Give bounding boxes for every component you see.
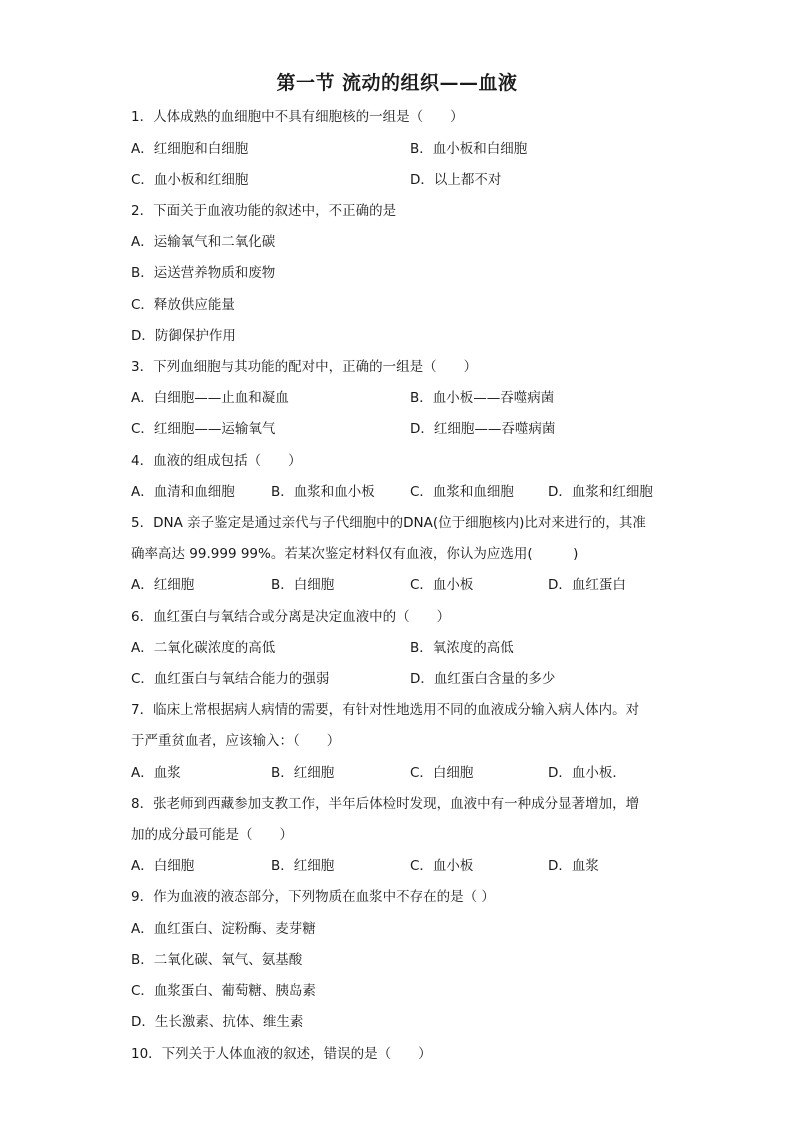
question-8-stem-line-2: 加的成分最可能是（ ） (131, 827, 293, 843)
question-9-option-d: D．生长激素、抗体、维生素 (131, 1014, 304, 1030)
question-9-option-a: A．血红蛋白、淀粉酶、麦芽糖 (131, 921, 316, 937)
question-2-option-b: B．运送营养物质和废物 (131, 265, 276, 281)
question-7-stem-line-2: 于严重贫血者，应该输入：（ ） (131, 733, 341, 749)
question-7-option-b: B．红细胞 (271, 765, 335, 781)
question-5-option-a: A．红细胞 (131, 577, 195, 593)
question-8-option-d: D．血浆 (548, 858, 599, 874)
question-7-stem-line-1: 7．临床上常根据病人病情的需要，有针对性地选用不同的血液成分输入病人体内。对 (131, 702, 640, 718)
page-title: 第一节 流动的组织——血液 (276, 72, 518, 94)
question-7-option-c: C．白细胞 (410, 765, 474, 781)
question-2-stem: 2．下面关于血液功能的叙述中，不正确的是 (131, 203, 397, 219)
question-3-option-b: B．血小板——吞噬病菌 (410, 390, 555, 406)
question-4-option-b: B．血浆和血小板 (271, 484, 375, 500)
question-1-option-b: B．血小板和白细胞 (410, 141, 528, 157)
question-2-option-a: A．运输氧气和二氧化碳 (131, 234, 276, 250)
question-6-stem: 6．血红蛋白与氧结合或分离是决定血液中的（ ） (131, 609, 451, 625)
question-7-option-d: D．血小板． (548, 765, 626, 781)
question-5-option-b: B．白细胞 (271, 577, 335, 593)
question-7-option-a: A．血浆 (131, 765, 181, 781)
question-3-option-a: A．白细胞——止血和凝血 (131, 390, 289, 406)
question-4-stem: 4．血液的组成包括（ ） (131, 453, 302, 469)
question-10-stem: 10．下列关于人体血液的叙述，错误的是（ ） (131, 1046, 432, 1062)
question-9-stem: 9．作为血液的液态部分，下列物质在血浆中不存在的是（ ） (131, 889, 495, 905)
question-3-option-c: C．红细胞——运输氧气 (131, 421, 276, 437)
question-5-option-d: D．血红蛋白 (548, 577, 626, 593)
question-4-option-c: C．血浆和血细胞 (410, 484, 514, 500)
question-9-option-b: B．二氧化碳、氧气、氨基酸 (131, 952, 303, 968)
question-1-stem: 1．人体成熟的血细胞中不具有细胞核的一组是（ ） (131, 109, 464, 125)
question-9-option-c: C．血浆蛋白、葡萄糖、胰岛素 (131, 983, 316, 999)
question-8-option-b: B．红细胞 (271, 858, 335, 874)
question-3-option-d: D．红细胞——吞噬病菌 (410, 421, 556, 437)
question-6-option-a: A．二氧化碳浓度的高低 (131, 640, 276, 656)
question-1-option-a: A．红细胞和白细胞 (131, 141, 249, 157)
question-6-option-d: D．血红蛋白含量的多少 (410, 671, 556, 687)
question-8-option-a: A．白细胞 (131, 858, 195, 874)
question-8-stem-line-1: 8．张老师到西藏参加支教工作，半年后体检时发现，血液中有一种成分显著增加，增 (131, 796, 640, 812)
question-2-option-c: C．释放供应能量 (131, 297, 235, 313)
question-6-option-b: B．氧浓度的高低 (410, 640, 514, 656)
question-4-option-d: D．血浆和红细胞 (548, 484, 653, 500)
question-4-option-a: A．血清和血细胞 (131, 484, 235, 500)
question-5-option-c: C．血小板 (410, 577, 474, 593)
question-5-stem-line-2: 确率高达 99.999 99%。若某次鉴定材料仅有血液，你认为应选用( ) (131, 546, 579, 562)
question-6-option-c: C．血红蛋白与氧结合能力的强弱 (131, 671, 330, 687)
question-3-stem: 3．下列血细胞与其功能的配对中，正确的一组是（ ） (131, 359, 478, 375)
question-1-option-c: C．血小板和红细胞 (131, 172, 249, 188)
question-2-option-d: D．防御保护作用 (131, 328, 236, 344)
question-8-option-c: C．血小板 (410, 858, 474, 874)
question-1-option-d: D．以上都不对 (410, 172, 502, 188)
question-5-stem-line-1: 5．DNA 亲子鉴定是通过亲代与子代细胞中的DNA(位于细胞核内)比对来进行的，其准 (131, 515, 646, 531)
